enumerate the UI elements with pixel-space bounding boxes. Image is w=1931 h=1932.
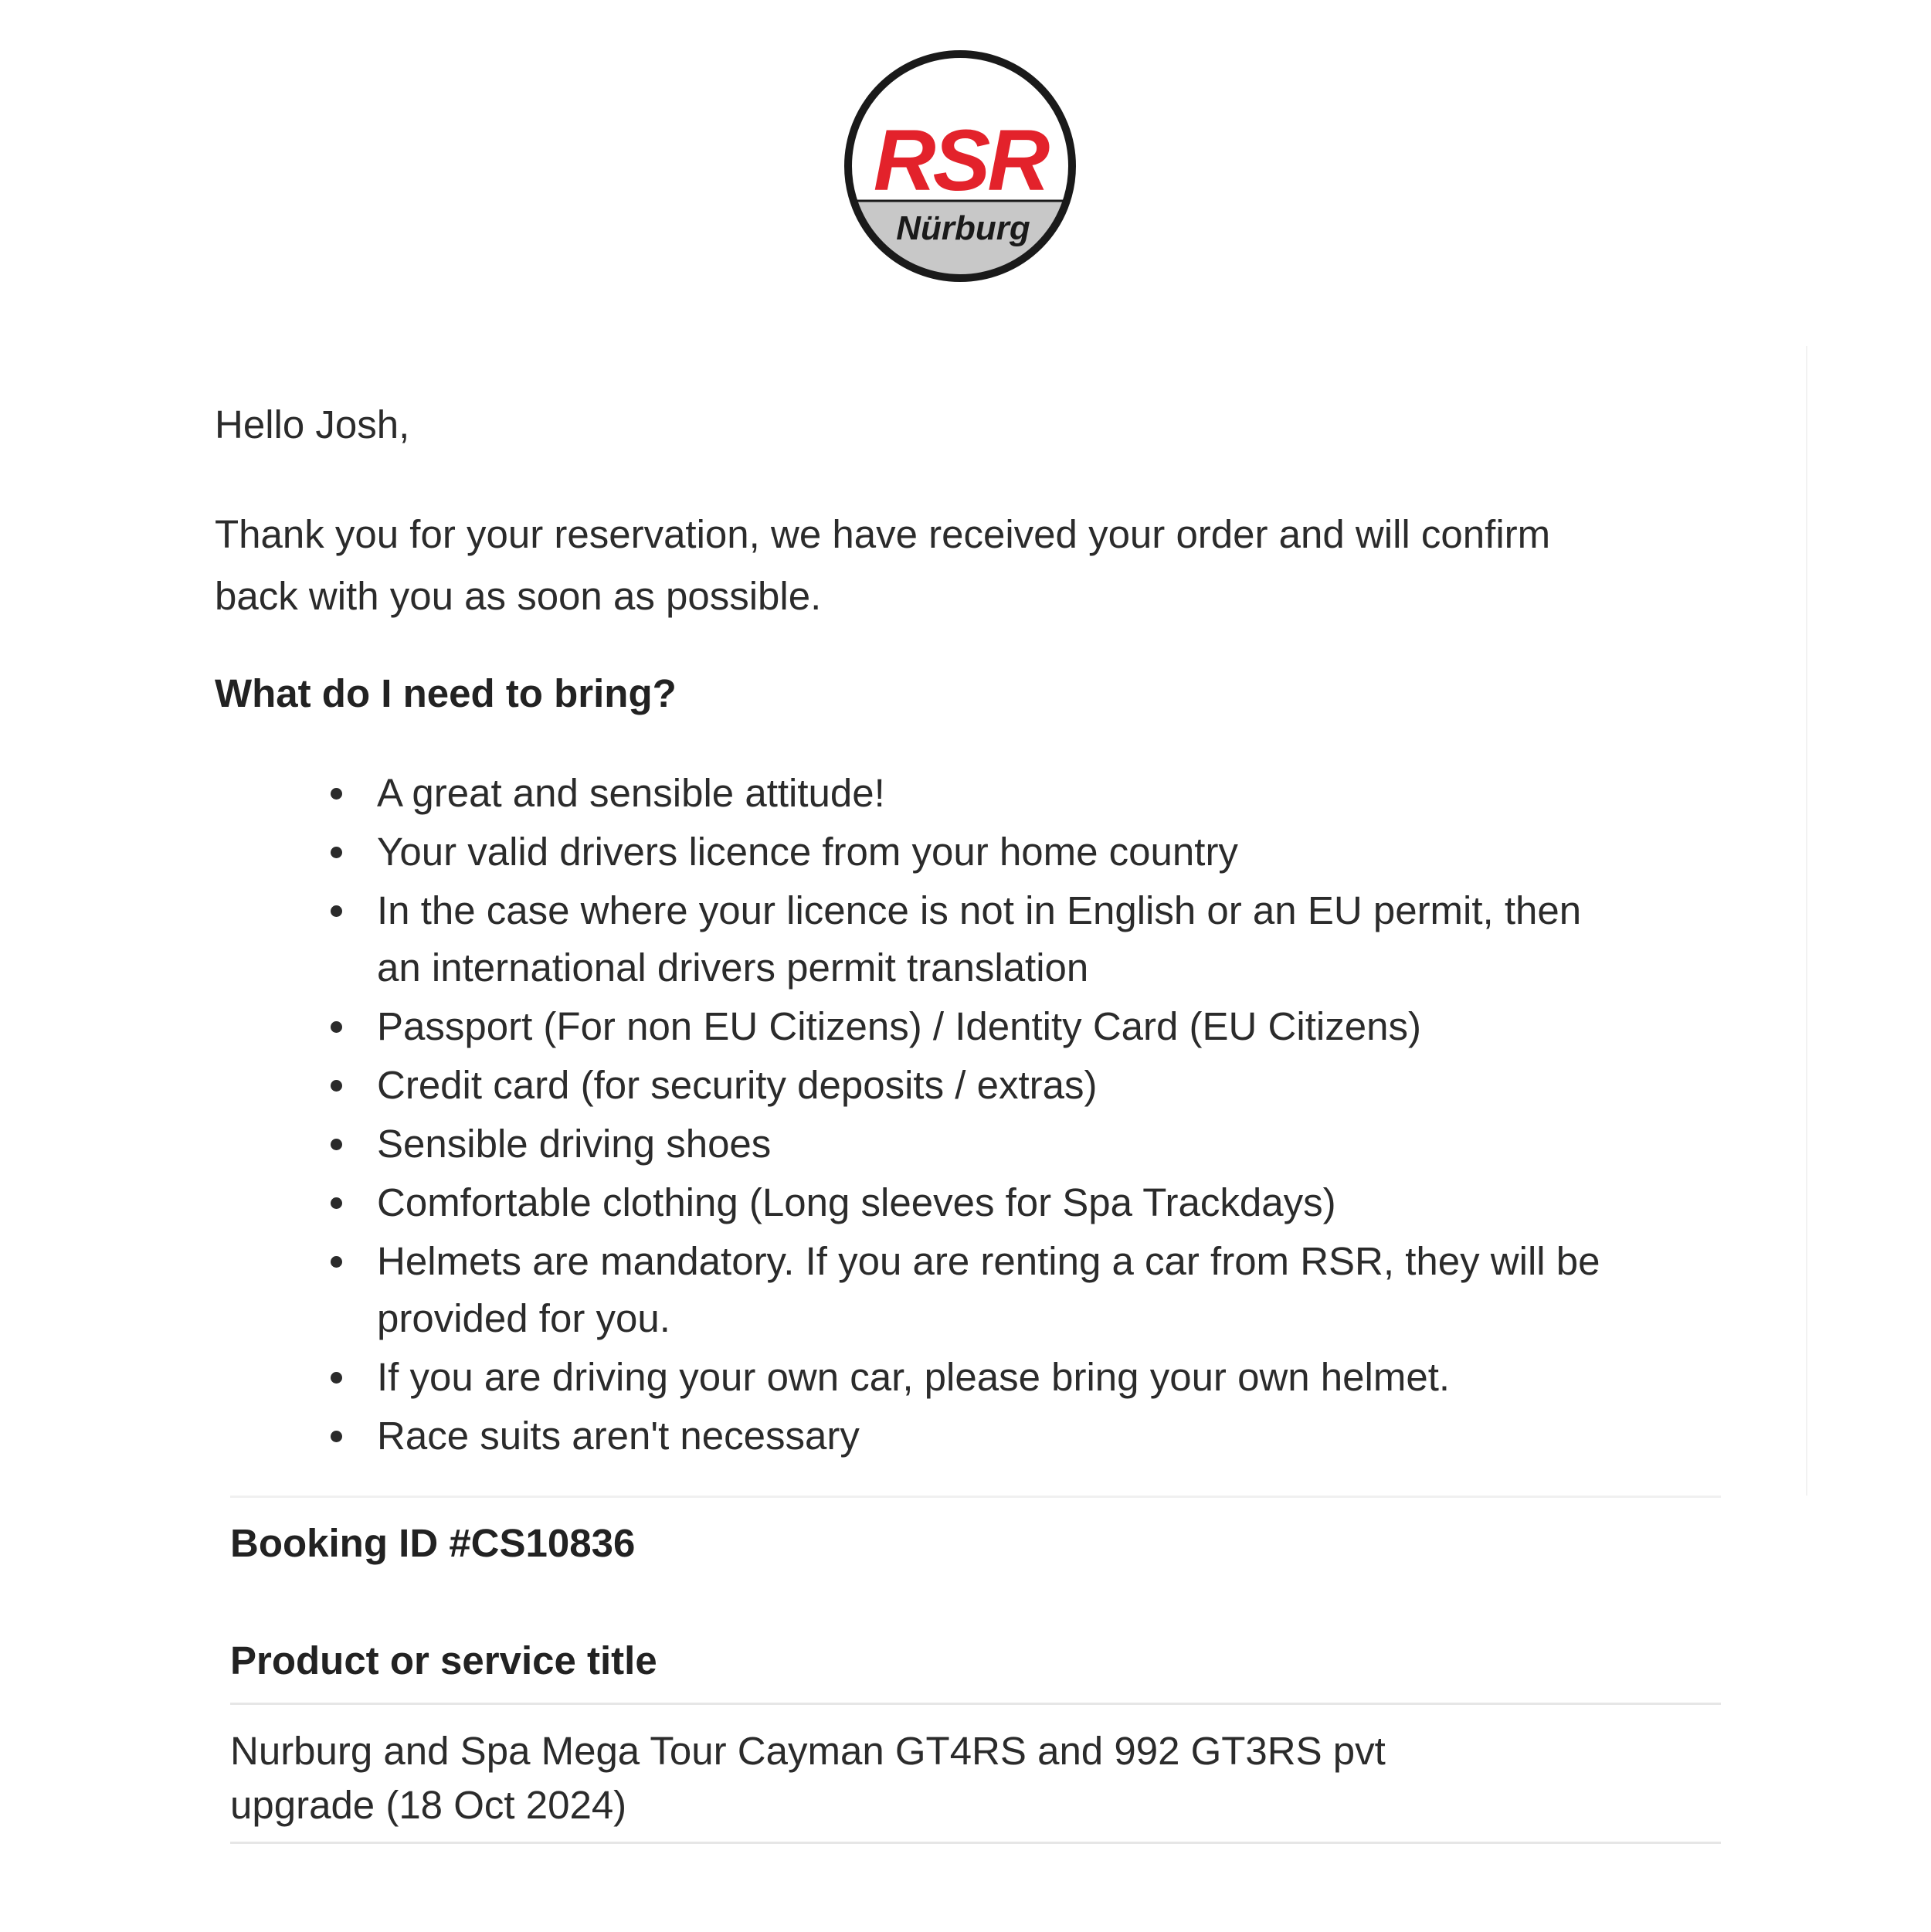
bullet-icon xyxy=(331,788,342,800)
bullet-icon xyxy=(331,1021,342,1033)
list-item xyxy=(324,823,1792,881)
bullet-icon xyxy=(331,1139,342,1150)
list-item-text: Passport (For non EU Citizens) / Identity Card (EU Citizens) xyxy=(377,1004,1421,1048)
rsr-logo-graphic xyxy=(843,49,1077,283)
bullet-icon xyxy=(331,1197,342,1209)
bullet-icon xyxy=(331,847,342,858)
divider xyxy=(230,1842,1721,1844)
list-item xyxy=(324,1349,1792,1406)
bring-list xyxy=(324,765,1792,1466)
divider xyxy=(230,1496,1721,1498)
logo-brand-text: RSR xyxy=(873,112,1047,209)
list-item-text: A great and sensible attitude! xyxy=(377,771,885,815)
bullet-icon xyxy=(331,1080,342,1092)
product-title-line: Nurburg and Spa Mega Tour Cayman GT4RS and 992 GT3RS pvt xyxy=(230,1729,1386,1773)
list-item-text: Sensible driving shoes xyxy=(377,1122,772,1166)
list-item xyxy=(324,998,1792,1055)
list-item-text: an international drivers permit translation xyxy=(377,946,1089,990)
booking-id: Booking ID #CS10836 xyxy=(230,1521,636,1565)
list-item xyxy=(324,882,1792,997)
list-item xyxy=(324,1407,1792,1465)
list-item xyxy=(324,1233,1792,1347)
product-title xyxy=(230,1724,1386,1832)
product-heading: Product or service title xyxy=(230,1638,657,1682)
intro-line: back with you as soon as possible. xyxy=(215,574,822,618)
rsr-nurburg-logo xyxy=(843,49,1077,283)
list-item xyxy=(324,1115,1792,1173)
list-item-text: In the case where your licence is not in English or an EU permit, then xyxy=(377,888,1582,932)
intro-paragraph xyxy=(215,504,1760,627)
list-item xyxy=(324,1057,1792,1114)
greeting-text: Hello Josh, xyxy=(215,402,410,446)
bullet-icon xyxy=(331,1372,342,1384)
list-item-text: Comfortable clothing (Long sleeves for Spa Trackdays) xyxy=(377,1180,1336,1224)
list-item-text: If you are driving your own car, please bring your own helmet. xyxy=(377,1355,1451,1399)
list-item xyxy=(324,765,1792,822)
bullet-icon xyxy=(331,1256,342,1268)
bullet-icon xyxy=(331,905,342,917)
list-item-text: provided for you. xyxy=(377,1296,670,1340)
product-title-line: upgrade (18 Oct 2024) xyxy=(230,1783,627,1827)
content-card-edge xyxy=(1806,346,1807,1496)
list-item-text: Credit card (for security deposits / extras) xyxy=(377,1063,1098,1107)
list-item-text: Your valid drivers licence from your home country xyxy=(377,830,1238,874)
bullet-icon xyxy=(331,1431,342,1442)
list-item-text: Helmets are mandatory. If you are renting a car from RSR, they will be xyxy=(377,1239,1600,1283)
list-item-text: Race suits aren't necessary xyxy=(377,1414,860,1458)
list-item xyxy=(324,1174,1792,1231)
divider xyxy=(230,1703,1721,1705)
bring-heading: What do I need to bring? xyxy=(215,671,677,715)
logo-sub-text: Nürburg xyxy=(896,209,1030,247)
intro-line: Thank you for your reservation, we have received your order and will confirm xyxy=(215,512,1551,556)
